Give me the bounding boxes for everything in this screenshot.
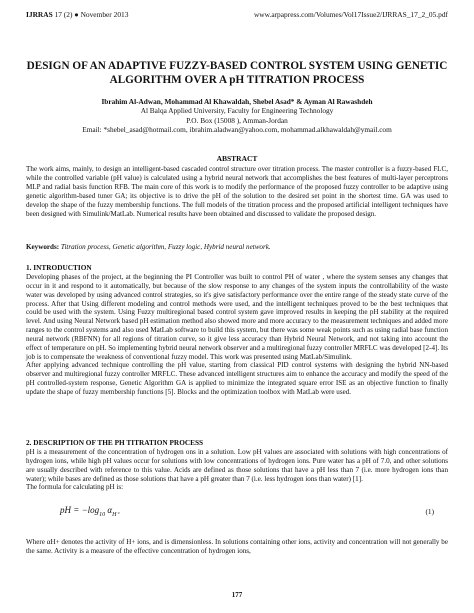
section-1-paragraph-1: Developing phases of the project, at the beginning the PI Controller was built to control PH of water , where the system senses any changes that occur in it and respond to it automatically, but because of the slow response to any changes of the system inputs the controllability of the waste water was developed by using advanced control strategies, so it's give satisfactory performance over the entire range of the steady state curve of the process. After that Using different modeling and control methods were used, and the intelligent techniques proved to be the best techniques that could be used with the system. Using Fuzzy multiregional based control system gave improved results in keeping the pH stability at the required level. And using Neural Network based pH estimation method also showed more and more accuracy to the measurement techniques and added more ranges to the control systems and also used MatLab software to build this system, but there was some weak points such as using radial base function neural network (RBFNN) for all regions of titration curve, so it give less accuracy than Hybrid Neural Network, and not taking into account the effect of temperature on pH. So implementing hybrid neural network observer and a multiregional fuzzy controller MRFLC was developed [2-4]. Its job is to compensate the weakness of conventional fuzzy model. This work was presented using MatLab/Simulink. <box>26 273 448 361</box>
journal-citation <box>26 10 128 19</box>
equation-log-base: 10 <box>99 511 106 518</box>
journal-issue: 17 (2) ● November 2013 <box>54 10 129 19</box>
emails: Email: *shebel_asad@hotmail.com, ibrahim.aladwan@yahoo.com, mohammad.alkhawaldah@ymail.com <box>82 125 392 135</box>
journal-name: IJRRAS <box>26 10 53 19</box>
keywords-label: Keywords: <box>26 243 60 251</box>
abstract-heading: ABSTRACT <box>216 154 258 163</box>
equation-argument-subscript: H⁺ <box>112 511 120 518</box>
equation-1 <box>60 505 434 521</box>
equation-number: (1) <box>425 507 434 516</box>
address: P.O. Box (15008 ), Amman-Jordan <box>186 115 288 125</box>
abstract-text: The work aims, mainly, to design an intelligent-based cascaded control structure over titration process. The master controller is a fuzzy-based FLC, while the controlled variable (pH value) is calculated using a hybrid neural network that accomplishes the best features of multi-layer perceptrons MLP and radial basis function RFB. The main core of this work is to modify the performance of the proposed fuzzy controller to be adaptive using genetic algorithm-based tuner GA; its objective is to drive the pH of the solution to the desired set point in the shortest time. GA was used to develop the shape of the fuzzy membership functions. The full models of the titration process and the proposed artificial intelligent techniques have been designed with Simulink/MatLab. Numerical results have been obtained and discussed to validate the proposed design. <box>26 165 448 218</box>
affiliation: Al Balqa Applied University, Faculty for Engineering Technology <box>140 106 334 116</box>
section-2-paragraph-3: Where αH+ denotes the activity of H+ ions, and is dimensionless. In solutions containing other ions, activity and concentration will not generally be the same. Activity is a measure of the effective concentration of hydrogen ions, <box>26 538 448 555</box>
section-1-body <box>26 273 448 397</box>
paper-url: www.arpapress.com/Volumes/Vol17Issue2/IJRRAS_17_2_05.pdf <box>253 10 448 19</box>
equation-operator: = −log <box>73 505 100 515</box>
author-names: Ibrahim Al-Adwan, Mohammad Al Khawaldah, Shebel Asad* & Ayman Al Rawashdeh <box>101 97 373 106</box>
equation-argument: α <box>107 505 113 515</box>
keywords <box>26 243 448 252</box>
section-1-heading: 1. INTRODUCTION <box>26 263 92 272</box>
author-block <box>26 97 448 135</box>
section-2-body <box>26 448 448 492</box>
running-header <box>26 10 448 19</box>
equation-lhs: pH <box>60 505 71 515</box>
page-number: 177 <box>231 591 243 599</box>
keywords-text: Titration process, Genetic algorithm, Fuzzy logic, Hybrid neural network. <box>60 243 271 251</box>
section-1-paragraph-2: After applying advanced technique controlling the pH value, starting from classical PID control systems with designing the hybrid NN-based observer and multiregional fuzzy controller MRFLC. These advanced intelligent structures aim to enhance the accuracy and modify the speed of the pH controlled-system response, Genetic Algorithm GA is applied to minimize the integrated square error ISE as an objective function to finally update the shape of fuzzy membership functions [5]. Blocks and the optimization toolbox with MatLab were used. <box>26 361 448 396</box>
paper-title: DESIGN OF AN ADAPTIVE FUZZY-BASED CONTROL SYSTEM USING GENETIC ALGORITHM OVER A pH TITRATION PROCESS <box>26 60 448 86</box>
section-2-heading: 2. DESCRIPTION OF THE PH TITRATION PROCESS <box>26 438 204 447</box>
section-2-paragraph-1: pH is a measurement of the concentration of hydrogen ons in a solution. Low pH values are associated with solutions with high concentrations of hydrogen ions, while high pH values occur for solutions with low concentrations of hydrogen ions. Pure water has a pH of 7.0, and other solutions are usually described with reference to this value. Acids are defined as those solutions that have a pH less than 7 (i.e. more hydrogen ions than water); while bases are defined as those solutions that have a pH greater than 7 (i.e. less hydrogen ions than water) [1]. <box>26 448 448 483</box>
section-2-paragraph-2: The formula for calculating pH is: <box>26 483 124 492</box>
